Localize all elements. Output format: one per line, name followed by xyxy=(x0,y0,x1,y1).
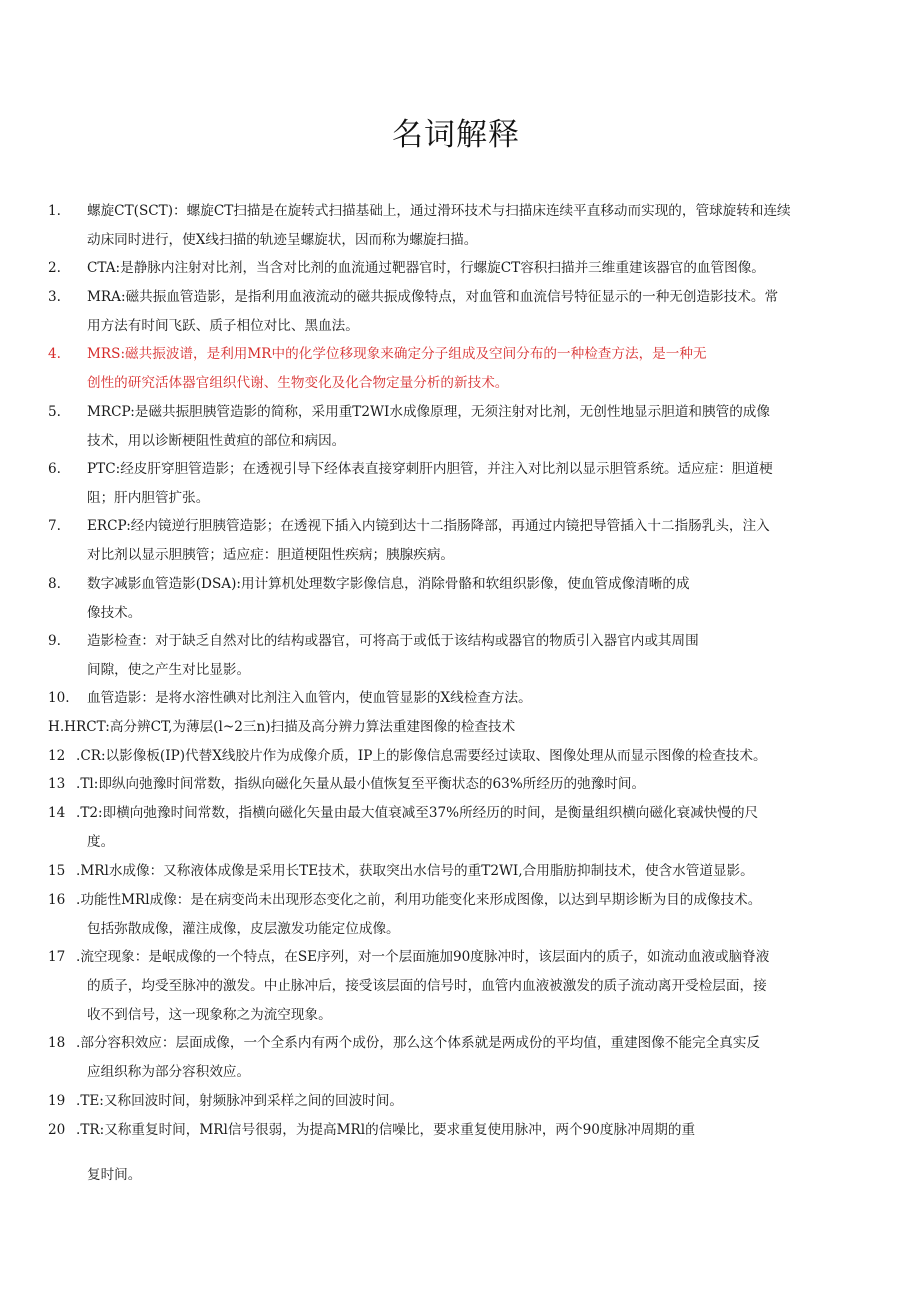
entry-text xyxy=(76,886,866,944)
entry-number: 16 xyxy=(48,892,66,908)
entry-number: 18 xyxy=(48,1035,66,1051)
entry-line: 螺旋CT(SCT)：螺旋CT扫描是在旋转式扫描基础上，通过滑环技术与扫描床连续平直移动而实现的，管球旋转和连续 xyxy=(87,203,791,219)
entry-text xyxy=(87,455,877,513)
entry-number: 13 xyxy=(48,776,66,792)
entry-line: 技术，用以诊断梗阻性黄疸的部位和病因。 xyxy=(87,433,346,449)
entry-line: .流空现象：是岷成像的一个特点，在SE序列，对一个层面施加90度脉冲时，该层面内的质子，如流动血液或脑脊液 xyxy=(76,949,770,965)
document-title: 名词解释 xyxy=(392,117,520,153)
entry-number: 9. xyxy=(48,633,61,649)
entry-number: 3. xyxy=(48,289,61,305)
entry-line: .部分容积效应：层面成像，一个全系内有两个成份，那么这个体系就是两成份的平均值，重建图像不能完全真实反 xyxy=(76,1035,761,1051)
entry-line: 复时间。 xyxy=(87,1167,142,1183)
entry-line: 间隙，使之产生对比显影。 xyxy=(87,662,251,678)
entry-text xyxy=(87,627,877,685)
entry-text xyxy=(87,1161,877,1190)
entry-line: 造影检查：对于缺乏自然对比的结构或器官，可将高于或低于该结构或器官的物质引入器官内或其周围 xyxy=(87,633,699,649)
entry-text xyxy=(76,943,866,1030)
entry-line: 数字减影血管造影(DSA):用计算机处理数字影像信息，消除骨骼和软组织影像，使血管成像清晰的成 xyxy=(87,576,690,592)
entry-number: 15 xyxy=(48,863,66,879)
entry-line: .T2:即横向弛豫时间常数，指横向磁化矢量由最大值衰减至37%所经历的时间，是衡量组织横向磁化衰减快慢的尺 xyxy=(76,805,759,821)
entry-line: PTC:经皮肝穿胆管造影；在透视引导下经体表直接穿刺肝内胆管，并注入对比剂以显示胆管系统。适应症：胆道梗 xyxy=(87,461,773,477)
entry-text xyxy=(76,770,866,799)
entry-line: 血管造影：是将水溶性碘对比剂注入血管内，使血管显影的X线检查方法。 xyxy=(87,690,532,706)
entry-number: 4. xyxy=(48,346,61,362)
entry-line: .MRl水成像：又称液体成像是采用长TE技术，获取突出水信号的重T2WI,合用脂肪抑制技术，使含水管道显影。 xyxy=(76,863,754,879)
entry-number: 17 xyxy=(48,949,66,965)
entry-text xyxy=(87,197,877,255)
entry-number: 12 xyxy=(48,748,66,764)
entry-number: 7. xyxy=(48,518,61,534)
entry-number: 6. xyxy=(48,461,61,477)
entry-line: 阻；肝内胆管扩张。 xyxy=(87,490,210,506)
entry-line: 度。 xyxy=(87,834,115,850)
entry-text xyxy=(76,799,866,857)
entry-text xyxy=(87,254,877,283)
entry-line: 包括弥散成像，灌注成像，皮层激发功能定位成像。 xyxy=(87,921,400,937)
entry-text xyxy=(87,340,877,398)
entry-line: .CR:以影像板(IP)代替X线胶片作为成像介质，IP上的影像信息需要经过读取、图像处理从而显示图像的检查技术。 xyxy=(76,748,767,764)
entry-line: .TR:又称重复时间，MRl信号很弱，为提高MRl的信噪比，要求重复使用脉冲，两个90度脉冲周期的重 xyxy=(76,1122,696,1138)
entry-line: MRS:磁共振波谱，是利用MR中的化学位移现象来确定分子组成及空间分布的一种检查方法，是一种无 xyxy=(87,346,707,362)
entry-text-inline: H.HRCT:高分辨CT,为薄层(l~2三n)扫描及高分辨力算法重建图像的检查技术 xyxy=(48,719,516,735)
entry-text xyxy=(87,283,877,341)
entry-line: ERCP:经内镜逆行胆胰管造影；在透视下插入内镜到达十二指肠降部，再通过内镜把导管插入十二指肠乳头，注入 xyxy=(87,518,770,534)
entry-line: 收不到信号，这一现象称之为流空现象。 xyxy=(87,1007,332,1023)
entry-line: 对比剂以显示胆胰管；适应症：胆道梗阻性疾病；胰腺疾病。 xyxy=(87,547,455,563)
entry-text xyxy=(87,684,877,713)
entry-text xyxy=(76,1029,866,1087)
entry-number: 8. xyxy=(48,576,61,592)
entry-text xyxy=(76,742,866,771)
entry-line: MRCP:是磁共振胆胰管造影的简称，采用重T2WI水成像原理，无须注射对比剂，无创性地显示胆道和胰管的成像 xyxy=(87,404,770,420)
entry-text xyxy=(87,512,877,570)
entry-number: 5. xyxy=(48,404,61,420)
entry-line: MRA:磁共振血管造影，是指利用血液流动的磁共振成像特点，对血管和血流信号特征显示的一种无创造影技术。常 xyxy=(87,289,779,305)
entry-text xyxy=(76,1087,866,1116)
entry-line: 创性的研究活体器官组织代谢、生物变化及化合物定量分析的新技术。 xyxy=(87,375,509,391)
entry-number: 1. xyxy=(48,203,61,219)
entry-number: 10. xyxy=(48,690,70,706)
entry-line: CTA:是静脉内注射对比剂，当含对比剂的血流通过靶器官时，行螺旋CT容积扫描并三维重建该器官的血管图像。 xyxy=(87,260,765,276)
entry-number: 14 xyxy=(48,805,66,821)
entry-text xyxy=(87,398,877,456)
entry-number: 19 xyxy=(48,1093,66,1109)
entry-number: 2. xyxy=(48,260,61,276)
entry-line: 的质子，均受至脉冲的激发。中止脉冲后，接受该层面的信号时，血管内血液被激发的质子流动离开受检层面，接 xyxy=(87,978,767,994)
entry-line: 应组织称为部分容积效应。 xyxy=(87,1064,251,1080)
entry-text xyxy=(76,857,866,886)
entry-text xyxy=(76,1116,866,1145)
entry-line: .功能性MRl成像：是在病变尚未出现形态变化之前，利用功能变化来形成图像，以达到早期诊断为目的成像技术。 xyxy=(76,892,762,908)
entry-line: .Tl:即纵向弛豫时间常数，指纵向磁化矢量从最小值恢复至平衡状态的63%所经历的弛豫时间。 xyxy=(76,776,646,792)
entry-number: 20 xyxy=(48,1122,66,1138)
entry-line: .TE:又称回波时间，射频脉冲到采样之间的回波时间。 xyxy=(76,1093,403,1109)
entry-line: 动床同时进行，使X线扫描的轨迹呈螺旋状，因而称为螺旋扫描。 xyxy=(87,232,478,248)
entry-line: 像技术。 xyxy=(87,605,142,621)
entry-text xyxy=(87,570,877,628)
entry-line: 用方法有时间飞跃、质子相位对比、黑血法。 xyxy=(87,318,359,334)
